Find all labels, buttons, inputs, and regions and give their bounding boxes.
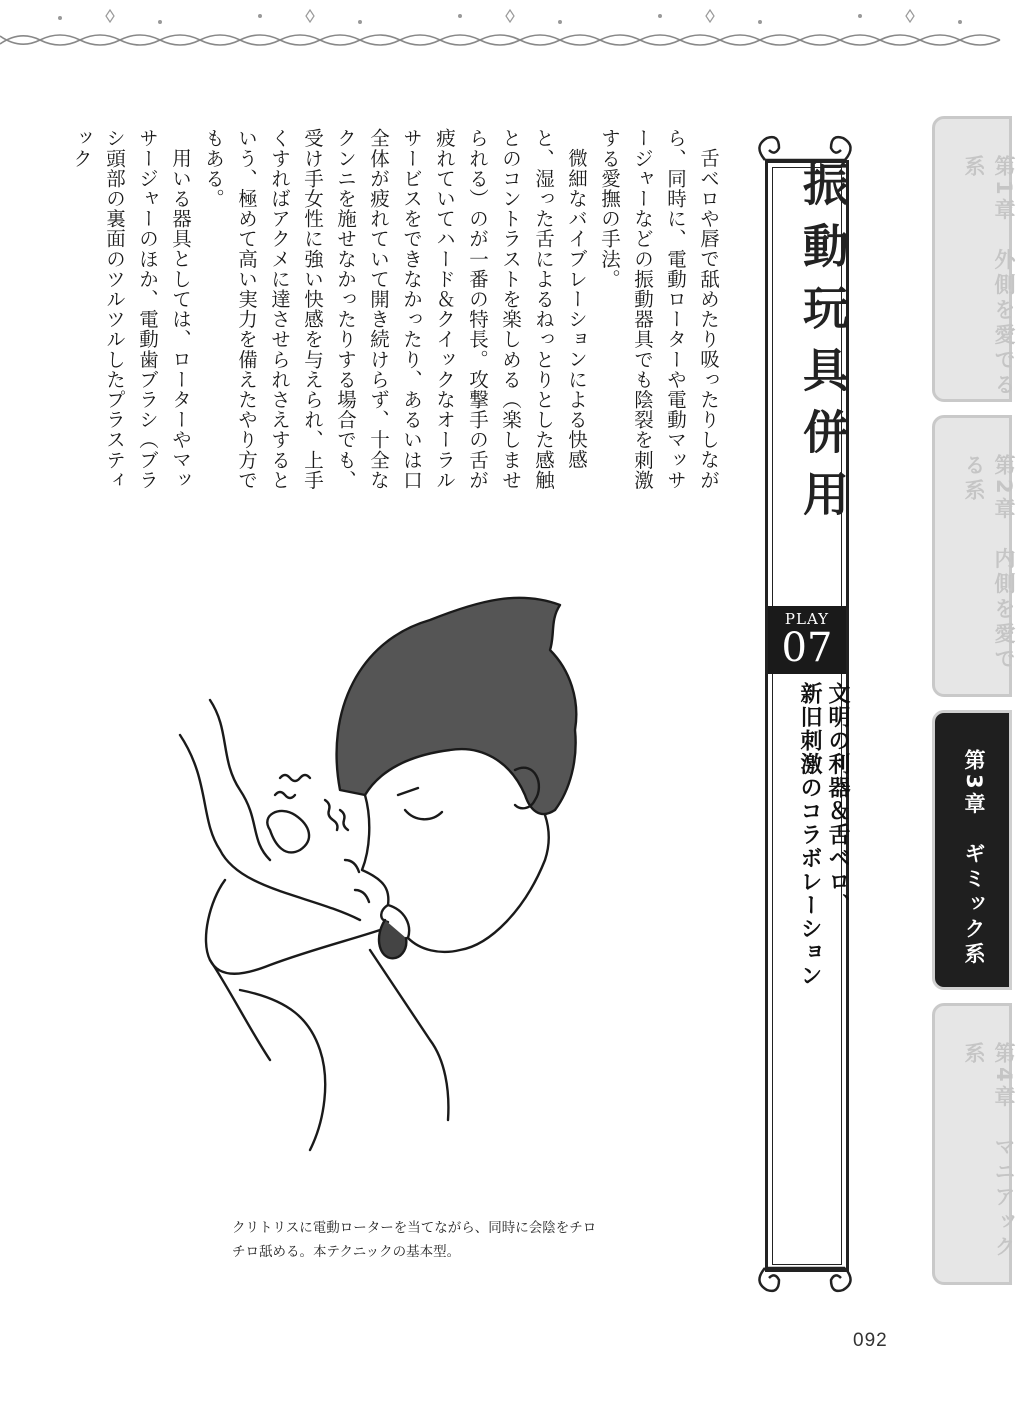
section-subtitle xyxy=(795,682,851,988)
page-number: 092 xyxy=(853,1330,888,1351)
tab-chapter-2[interactable] xyxy=(932,415,1016,697)
caption-line-1: クリトリスに電動ローターを当てながら、同時に会陰をチロ xyxy=(232,1220,597,1236)
caption-line-2: チロ舐める。本テクニックの基本型。 xyxy=(232,1244,461,1260)
tab-chapter-4-label: 第4章 マニアック系 xyxy=(962,1042,1016,1261)
subtitle-line-2: 新旧刺激のコラボレーション xyxy=(797,682,822,988)
play-number: 07 xyxy=(781,625,833,671)
paragraph-3: 用いる器具としては、ローターやマッサージャーのほか、電動歯ブラシ（ブラシ頭部の裏面のツルツルしたプラスティック xyxy=(70,128,192,490)
tab-chapter-2-label: 第2章 内側を愛でる系 xyxy=(962,454,1016,673)
tab-chapter-3[interactable] xyxy=(932,710,1012,990)
play-label: PLAY xyxy=(784,610,830,628)
tab-chapter-1[interactable] xyxy=(932,116,1016,402)
play-badge xyxy=(768,606,846,674)
section-title: 振動玩具併用 xyxy=(796,160,850,532)
frame-bottom-flourish xyxy=(745,1250,865,1310)
illustration-caption xyxy=(232,1216,622,1264)
top-ornament-border xyxy=(0,0,1000,70)
tab-chapter-4[interactable] xyxy=(932,1003,1016,1285)
subtitle-line-1: 文明の利器＆舌ベロ、 xyxy=(825,682,850,917)
paragraph-2: 微細なバイブレーションによる快感と、湿った舌によるねっとりとした感触とのコントラストを楽しめる（楽しませられる）のが一番の特長。攻撃手の舌が疲れていてハード＆クイックなオーラルサービスをできなかったり、あるいは口全体が疲れていて開き続けらず、十全なクンニを施せなかったりする場合でも、受け手女性に強い快感を与えられ、上手くすればアクメに達させられさえするという、極めて高い実力を備えたやり方でもある。 xyxy=(202,128,588,490)
tab-chapter-3-label: 第3章 ギミック系 xyxy=(962,749,986,968)
body-text xyxy=(70,128,725,508)
illustration xyxy=(150,560,610,1180)
tab-chapter-1-label: 第1章 外側を愛でる系 xyxy=(962,155,1016,399)
paragraph-1: 舌ベロや唇で舐めたり吸ったりしながら、同時に、電動ローターや電動マッサージャーなどの振動器具でも陰裂を刺激する愛撫の手法。 xyxy=(598,128,720,490)
